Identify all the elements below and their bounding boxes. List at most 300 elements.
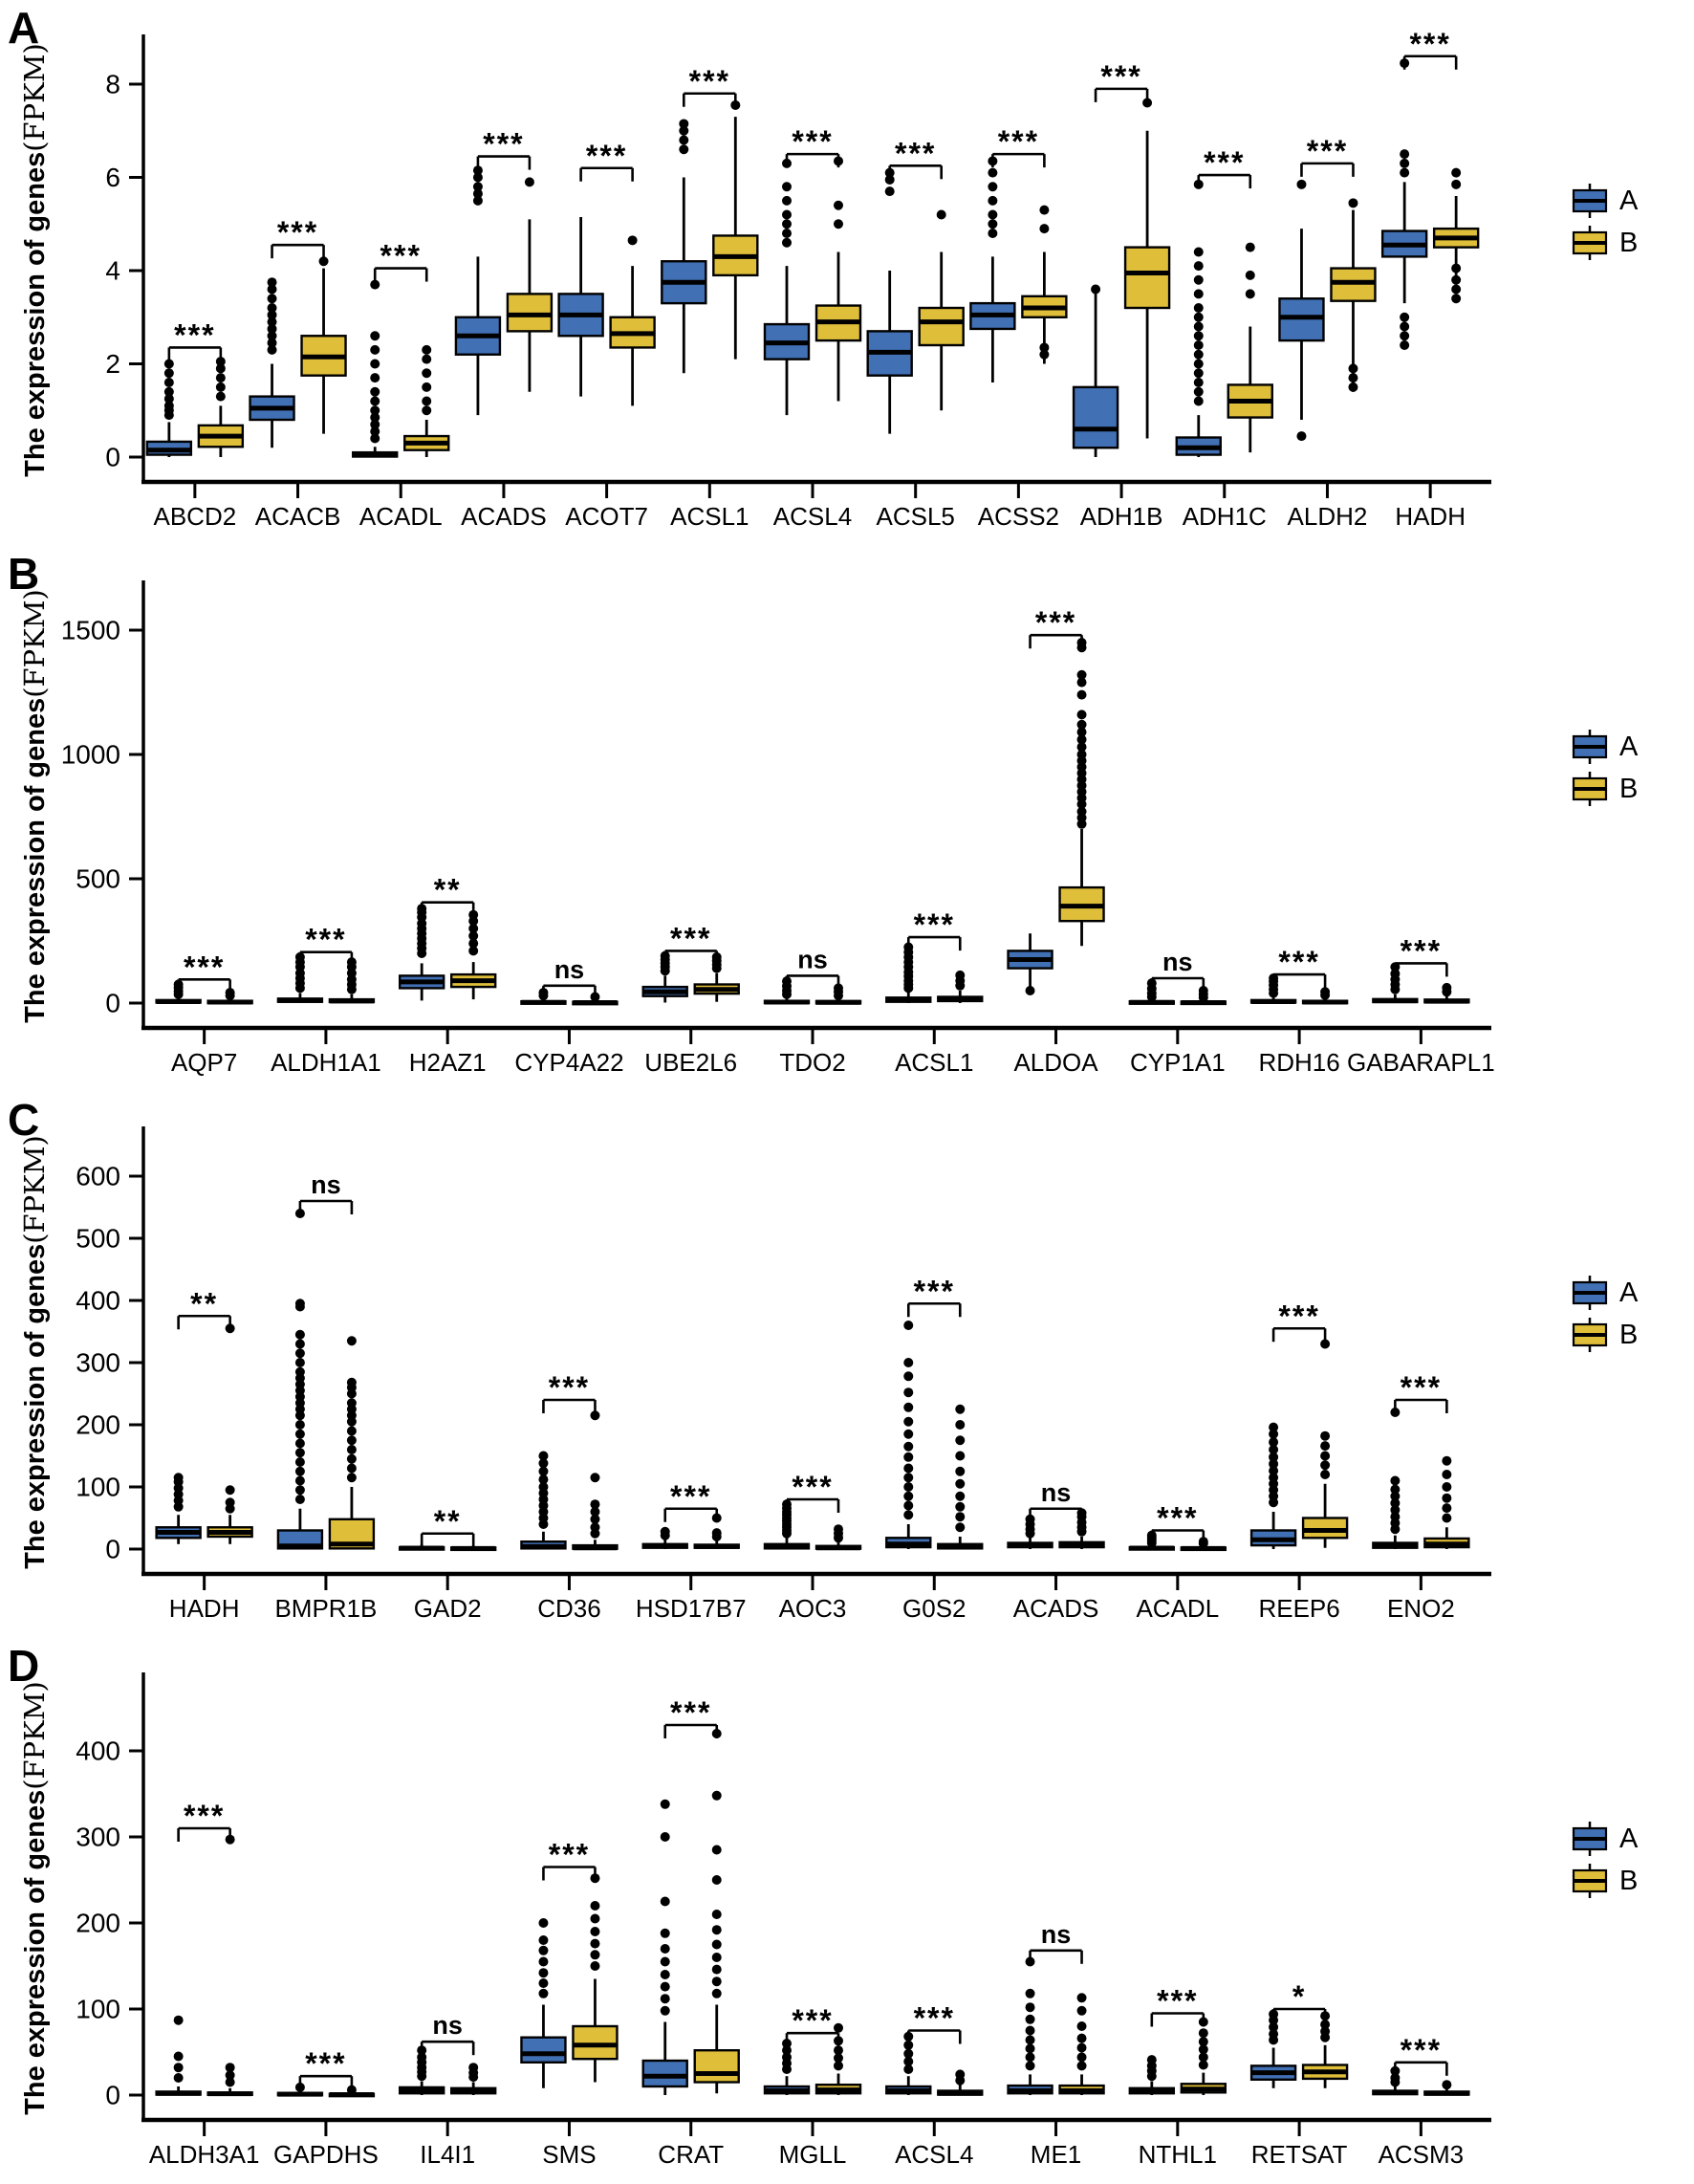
box-series xyxy=(1373,1408,1417,1549)
significance-label: *** xyxy=(548,1837,591,1872)
outlier-dots xyxy=(834,2023,843,2071)
significance-label: *** xyxy=(997,124,1040,160)
y-tick-label: 400 xyxy=(76,1285,120,1316)
significance-label: *** xyxy=(670,1478,712,1514)
gene-group-ALDOA xyxy=(1009,605,1104,1077)
significance-label: *** xyxy=(1409,26,1451,61)
significance-bracket xyxy=(1395,933,1446,976)
significance-bracket xyxy=(543,1370,595,1413)
legend xyxy=(1574,1276,1639,1352)
gene-group-HSD17B7 xyxy=(636,1479,747,1623)
significance-bracket xyxy=(1404,27,1456,70)
gene-label: BMPR1B xyxy=(274,1594,378,1623)
significance-label: *** xyxy=(1400,933,1443,969)
gene-group-NTHL1 xyxy=(1130,1984,1226,2170)
outlier-dots xyxy=(525,177,534,186)
box-series xyxy=(573,1410,617,1549)
gene-label: AOC3 xyxy=(778,1594,847,1623)
outlier-dots xyxy=(712,1729,722,1998)
box-series xyxy=(1434,168,1478,304)
outlier-dots xyxy=(903,1321,913,1519)
box-series xyxy=(573,1873,617,2082)
gene-group-ACSS2 xyxy=(970,124,1066,531)
y-axis-title: The expression of genes(FPKM) xyxy=(18,589,51,1023)
outlier-dots xyxy=(628,235,638,245)
significance-label: *** xyxy=(913,907,955,943)
outlier-dots xyxy=(1442,2080,1451,2089)
outlier-dots xyxy=(538,1918,548,1998)
outlier-dots xyxy=(988,156,997,238)
gene-label: MGLL xyxy=(778,2140,847,2169)
box-series xyxy=(1424,983,1468,1003)
box-series xyxy=(1125,98,1169,439)
outlier-dots xyxy=(1269,1423,1278,1508)
significance-bracket xyxy=(684,64,735,107)
outlier-dots xyxy=(955,1405,965,1533)
box-series xyxy=(765,2039,809,2095)
significance-bracket xyxy=(1152,948,1204,992)
gene-label: GAPDHS xyxy=(273,2140,379,2169)
significance-label: ns xyxy=(797,945,828,974)
y-tick-label: 300 xyxy=(76,1822,120,1852)
gene-group-CYP4A22 xyxy=(514,955,623,1077)
gene-label: ME1 xyxy=(1030,2140,1082,2169)
box-series xyxy=(695,1729,739,2093)
significance-bracket xyxy=(908,907,960,950)
gene-group-GAPDHS xyxy=(273,2046,379,2169)
gene-label: H2AZ1 xyxy=(408,1048,487,1077)
gene-label: HADH xyxy=(1395,502,1466,531)
significance-label: *** xyxy=(670,1695,712,1730)
significance-bracket xyxy=(1031,605,1082,648)
y-tick-label: 500 xyxy=(76,863,120,894)
gene-group-ACSL4 xyxy=(765,124,860,531)
significance-bracket xyxy=(1199,145,1250,188)
significance-bracket xyxy=(908,2001,960,2044)
significance-label: ns xyxy=(1162,948,1193,976)
significance-bracket xyxy=(272,215,324,258)
legend-item-B xyxy=(1574,226,1638,260)
outlier-dots xyxy=(468,2063,478,2082)
gene-label: G0S2 xyxy=(902,1594,966,1623)
legend-item-B xyxy=(1574,1864,1638,1898)
outlier-dots xyxy=(590,1873,599,1971)
box-series xyxy=(456,165,500,415)
box-series xyxy=(208,1835,252,2095)
gene-group-ACADL xyxy=(1130,1501,1226,1624)
y-tick-label: 500 xyxy=(76,1223,120,1254)
y-tick-label: 400 xyxy=(76,1736,120,1766)
gene-label: CRAT xyxy=(658,2140,725,2169)
gene-label: GABARAPL1 xyxy=(1347,1048,1495,1077)
significance-label: ns xyxy=(554,954,585,984)
box-series xyxy=(643,1527,687,1549)
significance-label: *** xyxy=(1100,58,1142,94)
box-series xyxy=(521,1918,565,2088)
box-series xyxy=(250,277,294,448)
gene-label: ENO2 xyxy=(1386,1594,1455,1623)
outlier-dots xyxy=(590,1410,599,1539)
significance-label: *** xyxy=(670,921,712,956)
y-tick-label: 100 xyxy=(76,1994,120,2024)
significance-label: *** xyxy=(276,215,319,251)
box-series xyxy=(1074,285,1118,458)
box-series xyxy=(451,2063,495,2095)
gene-label: NTHL1 xyxy=(1138,2140,1217,2169)
outlier-dots xyxy=(216,357,226,402)
outlier-dots xyxy=(422,345,431,415)
panel-A-chart xyxy=(0,0,1694,546)
significance-bracket xyxy=(1273,945,1325,988)
gene-group-RDH16 xyxy=(1251,945,1347,1077)
outlier-dots xyxy=(1147,2055,1157,2081)
gene-label: ACADL xyxy=(1136,1594,1220,1623)
gene-group-ACSL1 xyxy=(886,907,982,1077)
outlier-dots xyxy=(1091,285,1100,295)
significance-label: ns xyxy=(311,1170,341,1199)
significance-bracket xyxy=(478,127,530,170)
gene-label: ALDH1A1 xyxy=(271,1048,381,1077)
significance-label: *** xyxy=(792,2003,834,2039)
panel-C xyxy=(0,1092,1694,1638)
significance-label: *** xyxy=(380,238,422,273)
box-series xyxy=(404,345,448,457)
legend-item-B xyxy=(1574,1318,1638,1352)
box-series xyxy=(508,177,552,391)
box-series xyxy=(643,1800,687,2095)
legend-label: B xyxy=(1619,1320,1639,1350)
panel-B xyxy=(0,546,1694,1092)
panel-letter-C: C xyxy=(8,1095,40,1145)
y-tick-label: 2 xyxy=(105,349,120,379)
legend xyxy=(1574,730,1639,806)
significance-bracket xyxy=(179,1799,230,1842)
y-tick-label: 6 xyxy=(105,163,120,192)
gene-label: CYP1A1 xyxy=(1129,1048,1226,1077)
significance-label: *** xyxy=(305,922,347,957)
significance-label: *** xyxy=(1204,145,1246,181)
gene-group-G0S2 xyxy=(886,1274,982,1623)
legend-item-A xyxy=(1574,1822,1639,1856)
box-series xyxy=(886,943,930,1004)
y-tick-label: 200 xyxy=(76,1409,120,1440)
significance-label: *** xyxy=(1157,1983,1199,2019)
significance-bracket xyxy=(375,239,426,282)
legend-label: A xyxy=(1619,732,1639,762)
significance-bracket xyxy=(908,1274,960,1317)
outlier-dots xyxy=(370,280,380,444)
box-series xyxy=(1303,987,1347,1003)
gene-label: ALDOA xyxy=(1013,1048,1098,1077)
box-series xyxy=(920,210,964,411)
gene-label: ALDH2 xyxy=(1287,502,1368,531)
box-series xyxy=(713,100,757,360)
significance-bracket xyxy=(300,2046,352,2089)
gene-group-HADH xyxy=(1382,27,1478,531)
outlier-dots xyxy=(268,277,277,355)
panel-D-chart xyxy=(0,1638,1694,2184)
gene-label: ALDH3A1 xyxy=(148,2140,260,2169)
significance-label: ** xyxy=(190,1286,219,1321)
significance-label: *** xyxy=(183,1799,226,1833)
outlier-dots xyxy=(295,1209,305,1504)
significance-bracket xyxy=(1273,1979,1325,2022)
gene-group-ADH1C xyxy=(1177,145,1272,531)
gene-group-ADH1B xyxy=(1074,59,1169,531)
outlier-dots xyxy=(661,1527,670,1540)
gene-group-ACADL xyxy=(353,239,448,531)
significance-label: *** xyxy=(1400,1370,1443,1405)
y-tick-label: 8 xyxy=(105,69,120,99)
significance-label: *** xyxy=(913,2000,955,2036)
significance-bracket xyxy=(1395,2033,1446,2076)
legend-label: B xyxy=(1619,1866,1639,1896)
outlier-dots xyxy=(1077,638,1087,829)
significance-label: * xyxy=(1292,1979,1307,2014)
legend-label: A xyxy=(1619,1824,1639,1854)
outlier-dots xyxy=(679,119,688,154)
box-rect xyxy=(1303,1518,1347,1539)
significance-label: *** xyxy=(688,63,730,98)
significance-label: *** xyxy=(548,1370,591,1405)
gene-label: IL4I1 xyxy=(420,2140,476,2169)
legend xyxy=(1574,1822,1639,1898)
significance-bracket xyxy=(1096,59,1147,102)
panel-letter-A: A xyxy=(8,3,40,53)
box-series xyxy=(611,235,655,405)
significance-label: ** xyxy=(433,1503,462,1539)
gene-label: AQP7 xyxy=(170,1048,238,1077)
legend-item-B xyxy=(1574,772,1638,806)
box-rect xyxy=(573,2026,617,2059)
significance-bracket xyxy=(543,955,595,999)
box-series xyxy=(1251,1423,1295,1549)
significance-label: *** xyxy=(305,2046,347,2082)
significance-bracket xyxy=(179,950,230,993)
box-series xyxy=(559,217,603,397)
y-axis-title: The expression of genes(FPKM) xyxy=(18,1135,51,1569)
gene-group-AOC3 xyxy=(765,1470,860,1623)
gene-group-ACSL4 xyxy=(886,2001,982,2170)
y-tick-label: 100 xyxy=(76,1472,120,1502)
outlier-dots xyxy=(834,1524,843,1542)
panel-B-chart xyxy=(0,546,1694,1092)
gene-label: TDO2 xyxy=(779,1048,846,1077)
axes xyxy=(105,34,1491,484)
gene-label: ACADS xyxy=(461,502,547,531)
significance-label: *** xyxy=(895,136,937,171)
gene-group-ACSL1 xyxy=(662,64,757,531)
gene-group-CD36 xyxy=(521,1370,617,1623)
panel-C-chart xyxy=(0,1092,1694,1638)
gene-group-ACSM3 xyxy=(1373,2033,1468,2169)
gene-label: ABCD2 xyxy=(153,502,237,531)
box-rect xyxy=(1125,248,1169,308)
gene-label: RDH16 xyxy=(1258,1048,1340,1077)
box-series xyxy=(1009,1957,1053,2096)
box-series xyxy=(1331,198,1375,392)
gene-group-RETSAT xyxy=(1251,1979,1348,2169)
outlier-dots xyxy=(1026,986,1035,995)
box-series xyxy=(816,156,860,401)
gene-group-ACSL5 xyxy=(868,136,964,531)
gene-group-GAD2 xyxy=(400,1504,495,1623)
outlier-dots xyxy=(226,1835,235,2087)
gene-label: ACOT7 xyxy=(565,502,648,531)
significance-bracket xyxy=(422,2011,473,2055)
y-tick-label: 200 xyxy=(76,1908,120,1938)
box-series xyxy=(1060,638,1104,946)
gene-label: ACSL1 xyxy=(670,502,749,531)
legend xyxy=(1574,184,1639,260)
significance-label: ** xyxy=(433,872,462,907)
box-rect xyxy=(521,2038,565,2063)
significance-bracket xyxy=(787,945,838,989)
box-series xyxy=(199,357,243,457)
gene-label: CYP4A22 xyxy=(514,1048,624,1077)
outlier-dots xyxy=(955,971,965,991)
significance-bracket xyxy=(581,139,633,182)
outlier-dots xyxy=(538,1452,548,1530)
box-rect xyxy=(920,308,964,345)
box-series xyxy=(765,159,809,415)
significance-bracket xyxy=(543,1838,595,1881)
outlier-dots xyxy=(1390,1408,1400,1534)
gene-group-BMPR1B xyxy=(274,1170,377,1623)
box-series xyxy=(147,360,191,458)
significance-bracket xyxy=(787,2003,838,2046)
significance-bracket xyxy=(1152,1501,1204,1544)
panel-letter-D: D xyxy=(8,1641,40,1691)
gene-group-GABARAPL1 xyxy=(1347,933,1495,1077)
gene-group-ACADS xyxy=(1009,1478,1104,1623)
significance-label: *** xyxy=(1400,2032,1443,2067)
significance-bracket xyxy=(787,124,838,167)
gene-label: ACSL1 xyxy=(895,1048,974,1077)
significance-bracket xyxy=(665,1479,717,1522)
box-series xyxy=(1303,2011,1347,2088)
box-series xyxy=(938,2069,982,2095)
significance-bracket xyxy=(169,317,221,360)
gene-group-AQP7 xyxy=(157,950,252,1077)
gene-group-ALDH2 xyxy=(1279,134,1375,531)
gene-label: ACADS xyxy=(1012,1594,1099,1623)
box-series xyxy=(1060,1993,1104,2095)
box-series xyxy=(278,1209,322,1549)
panel-letter-B: B xyxy=(8,549,40,599)
box-series xyxy=(868,168,912,434)
gene-label: ACSL5 xyxy=(876,502,955,531)
box-series xyxy=(970,156,1014,382)
box-series xyxy=(157,2016,201,2095)
outlier-dots xyxy=(937,210,946,220)
y-tick-label: 0 xyxy=(105,1534,120,1564)
outlier-dots xyxy=(661,1800,670,2016)
y-axis-title: The expression of genes(FPKM) xyxy=(18,43,51,477)
significance-bracket xyxy=(1152,1984,1204,2027)
box-series xyxy=(938,1405,982,1549)
gene-group-ALDH1A1 xyxy=(271,923,381,1077)
axes xyxy=(61,580,1491,1030)
gene-label: ADH1B xyxy=(1079,502,1163,531)
y-tick-label: 0 xyxy=(105,988,120,1018)
gene-group-MGLL xyxy=(765,2003,860,2169)
gene-group-TDO2 xyxy=(765,945,860,1077)
significance-bracket xyxy=(422,873,473,916)
outlier-dots xyxy=(164,360,174,421)
gene-group-IL4I1 xyxy=(400,2011,495,2169)
significance-bracket xyxy=(179,1286,230,1329)
box-series xyxy=(816,1524,860,1549)
outlier-dots xyxy=(174,2016,184,2083)
gene-label: HSD17B7 xyxy=(635,1594,747,1623)
gene-label: ACSS2 xyxy=(977,502,1060,531)
panel-A xyxy=(0,0,1694,546)
significance-label: *** xyxy=(913,1274,955,1309)
y-tick-label: 1000 xyxy=(60,739,120,770)
gene-label: UBE2L6 xyxy=(644,1048,738,1077)
outlier-dots xyxy=(468,910,478,956)
outlier-dots xyxy=(1320,987,1330,999)
significance-bracket xyxy=(665,1695,717,1738)
outlier-dots xyxy=(1077,1993,1087,2070)
box-series xyxy=(1279,180,1323,441)
significance-label: *** xyxy=(183,950,226,985)
legend-item-A xyxy=(1574,730,1639,764)
box-series xyxy=(1424,2080,1468,2095)
legend-label: B xyxy=(1619,774,1639,804)
legend-item-A xyxy=(1574,184,1639,218)
gene-label: RETSAT xyxy=(1250,2140,1348,2169)
box-series xyxy=(1303,1340,1347,1548)
gene-group-ENO2 xyxy=(1373,1370,1468,1623)
gene-group-UBE2L6 xyxy=(643,921,739,1077)
outlier-dots xyxy=(782,159,792,248)
gene-label: ACACB xyxy=(254,502,341,531)
box-series xyxy=(208,1323,252,1544)
y-tick-label: 0 xyxy=(105,442,120,472)
y-tick-label: 600 xyxy=(76,1161,120,1191)
significance-label: *** xyxy=(792,124,834,160)
box-series xyxy=(1228,243,1272,453)
panel-D xyxy=(0,1638,1694,2184)
y-tick-label: 4 xyxy=(105,255,120,286)
gene-group-ALDH3A1 xyxy=(149,1799,260,2169)
box-series xyxy=(1382,58,1426,350)
gene-label: ACSL4 xyxy=(772,502,853,531)
gene-group-CYP1A1 xyxy=(1130,948,1226,1077)
significance-label: ns xyxy=(432,2011,463,2041)
gene-group-ABCD2 xyxy=(147,317,243,531)
outlier-dots xyxy=(226,1323,235,1514)
gene-label: ADH1C xyxy=(1182,502,1267,531)
significance-bracket xyxy=(1273,1299,1325,1342)
significance-bracket xyxy=(1031,1478,1082,1522)
outlier-dots xyxy=(1194,180,1204,406)
gene-group-ACOT7 xyxy=(559,139,655,531)
significance-bracket xyxy=(787,1470,838,1513)
outlier-dots xyxy=(955,2069,965,2085)
gene-label: SMS xyxy=(542,2140,597,2169)
significance-label: *** xyxy=(1034,605,1077,641)
gene-label: GAD2 xyxy=(413,1594,482,1623)
significance-label: *** xyxy=(1278,945,1320,980)
outlier-dots xyxy=(1320,1340,1330,1480)
y-axis-title: The expression of genes(FPKM) xyxy=(18,1681,51,2115)
box-series xyxy=(1009,933,1053,995)
significance-label: *** xyxy=(174,317,216,353)
y-tick-label: 300 xyxy=(76,1347,120,1378)
